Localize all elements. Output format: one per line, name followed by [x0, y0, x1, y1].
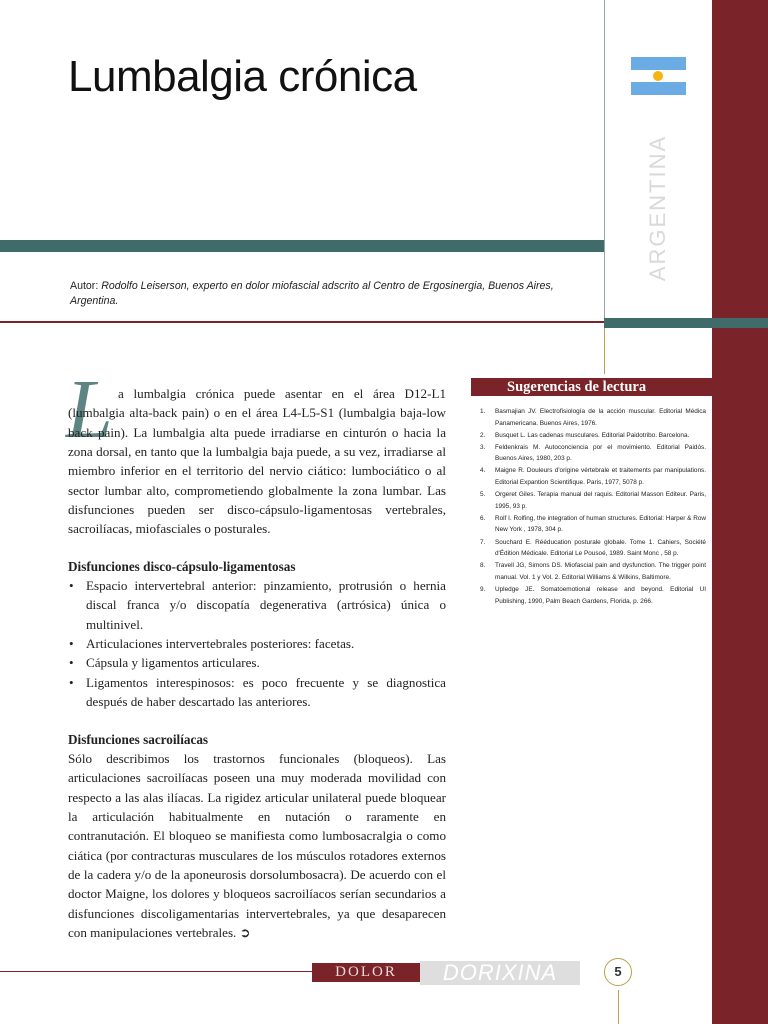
reference-item: [480, 537, 706, 560]
argentina-flag-icon: [631, 57, 686, 95]
reference-item: [480, 430, 706, 442]
reference-number: 3.: [480, 443, 486, 451]
list-item: • Articulaciones intervertebrales posteriores: facetas.: [86, 634, 446, 653]
list-item: • Ligamentos interespinosos: es poco frecuente y se diagnostica después de haber descartado las anteriores.: [86, 673, 446, 712]
sun-of-may-icon: [653, 71, 663, 81]
reference-number: 5.: [480, 491, 486, 499]
reference-text: Rolf I. Rolfing, the integration of human structures. Editorial: Harper & Row New York , 1978, 304 p.: [495, 514, 706, 534]
reference-item: [480, 560, 706, 583]
right-maroon-band: [712, 0, 768, 1024]
reading-list: [480, 406, 706, 608]
footer-section-label: DOLOR: [312, 963, 420, 982]
reference-number: 1.: [480, 408, 486, 415]
reference-number: 6.: [480, 514, 486, 522]
author-text: Rodolfo Leiserson, experto en dolor miofascial adscrito al Centro de Ergosinergia, Buenos Aires, Argentina.: [70, 280, 554, 307]
list-item: • Espacio intervertebral anterior: pinzamiento, protrusión o hernia discal franca y/o discopatía degenerativa (artrósica) única o multinivel.: [86, 576, 446, 634]
list-item: • Cápsula y ligamentos articulares.: [86, 653, 446, 672]
drop-cap: L: [66, 363, 113, 456]
reference-text: Souchard E. Rééducation posturale globale. Tome 1. Cahiers, Société d'Édition Médicale. Editorial Le Pousoé, 1989. Saint Monc , 58 p.: [495, 538, 706, 558]
reference-number: 8.: [480, 562, 486, 570]
reference-text: Basmajian JV. Electrofisiología de la acción muscular. Editorial Médica Panamericana. Buenos Aires, 1976.: [495, 408, 706, 427]
disco-list: [68, 576, 446, 711]
sidebar-heading: Sugerencias de lectura: [471, 378, 712, 396]
section-heading-disco: Disfunciones disco-cápsulo-ligamentosas: [68, 558, 296, 574]
author-divider: [0, 321, 604, 323]
teal-side-bar: [604, 318, 768, 328]
reference-text: Upledge JE. Somatoemotional release and beyond. Editorial UI Publishing, 1990, Palm Beach Gardens, Florida, p. 266.: [495, 585, 706, 605]
sacroiliacas-text: Sólo describimos los trastornos funcionales (bloqueos). Las articulaciones sacroilíacas poseen una muy moderada movilidad con respecto a las alas ilíacas. La rigidez articular unilateral puede bloquear la articulación habitualmente en nutación o raramente en contranutación. El bloqueo se manifiesta como lumbosacralgia o como ciática (por contracturas musculares de los músculos rotadores externos de la cadera y/o de la aponeurosis dorsolumbosacra). De acuerdo con el doctor Maigne, los dolores y bloqueos sacroilíacos serían secundarios a disfunciones discoligamentarias intervertebrales, ya que desaparecen con manipulaciones vertebrales.: [68, 750, 446, 940]
teal-divider-bar: [0, 240, 604, 252]
reference-text: Travell JG, Simons DS. Miofascial pain and dysfunction. The trigger point manual. Vol. 1 y Vol. 2. Editorial Williams & Wilkins, Baltimore.: [495, 562, 706, 581]
reference-item: [480, 489, 706, 512]
reference-item: [480, 513, 706, 536]
reference-number: 2.: [480, 431, 486, 439]
footer-rule: [0, 971, 320, 972]
reference-item: [480, 442, 706, 465]
article-body: [68, 384, 446, 942]
reference-number: 7.: [480, 538, 486, 546]
country-text: ARGENTINA: [645, 134, 671, 281]
reference-text: Busquet L. Las cadenas musculares. Editorial Paidotribo. Barcelona.: [495, 431, 690, 439]
sacroiliacas-paragraph: [68, 749, 446, 942]
intro-paragraph: a lumbalgia crónica puede asentar en el área D12-L1 (lumbalgia alta-back pain) o en el área L4-L5-S1 (lumbalgia baja-low back pain). La lumbalgia alta puede irradiarse en cinturón o hacia la zona dorsal, en tanto que la lumbalgia baja puede, a su vez, irradiarse al miembro inferior en el territorio del nervio ciático: lumbociático o al sector lumbar alto, comprometiendo globalmente la zona lumbar. Las disfunciones pueden ser disco-cápsulo-ligamentosas vertebrales, sacroilíacas, miofasciales o posturales.: [68, 386, 446, 537]
section-heading-sacroiliacas: Disfunciones sacroilíacas: [68, 731, 209, 747]
author-label: Autor:: [70, 280, 99, 292]
country-label: [630, 125, 686, 290]
reference-text: Feldenkrais M. Autoconciencia por el movimiento. Editorial Paidós. Buenos Aires, 1980, 203 p.: [495, 443, 706, 463]
author-credit: [70, 279, 580, 309]
gold-vertical-divider: [604, 326, 605, 374]
footer-brand: DORIXINA: [420, 961, 580, 985]
reference-item: [480, 406, 706, 429]
reference-text: Maigne R. Douleurs d'origine vértebrale et traitements par manipulations. Editorial Expantion Scientifique. Paris, 1977, 5078 p.: [495, 467, 706, 487]
reference-number: 4.: [480, 467, 486, 475]
reference-item: [480, 465, 706, 488]
gold-footer-line: [618, 990, 619, 1024]
page-number: 5: [604, 958, 632, 986]
page-title: Lumbalgia crónica: [68, 52, 417, 101]
header-vertical-divider: [604, 0, 605, 320]
reference-item: [480, 584, 706, 607]
reference-text: Orgeret Giles. Terapia manual del raquis. Editorial Masson Editeur. Paris, 1995, 93 p.: [495, 491, 706, 510]
continue-arrow-icon: ➲: [239, 924, 251, 940]
reference-number: 9.: [480, 585, 486, 593]
